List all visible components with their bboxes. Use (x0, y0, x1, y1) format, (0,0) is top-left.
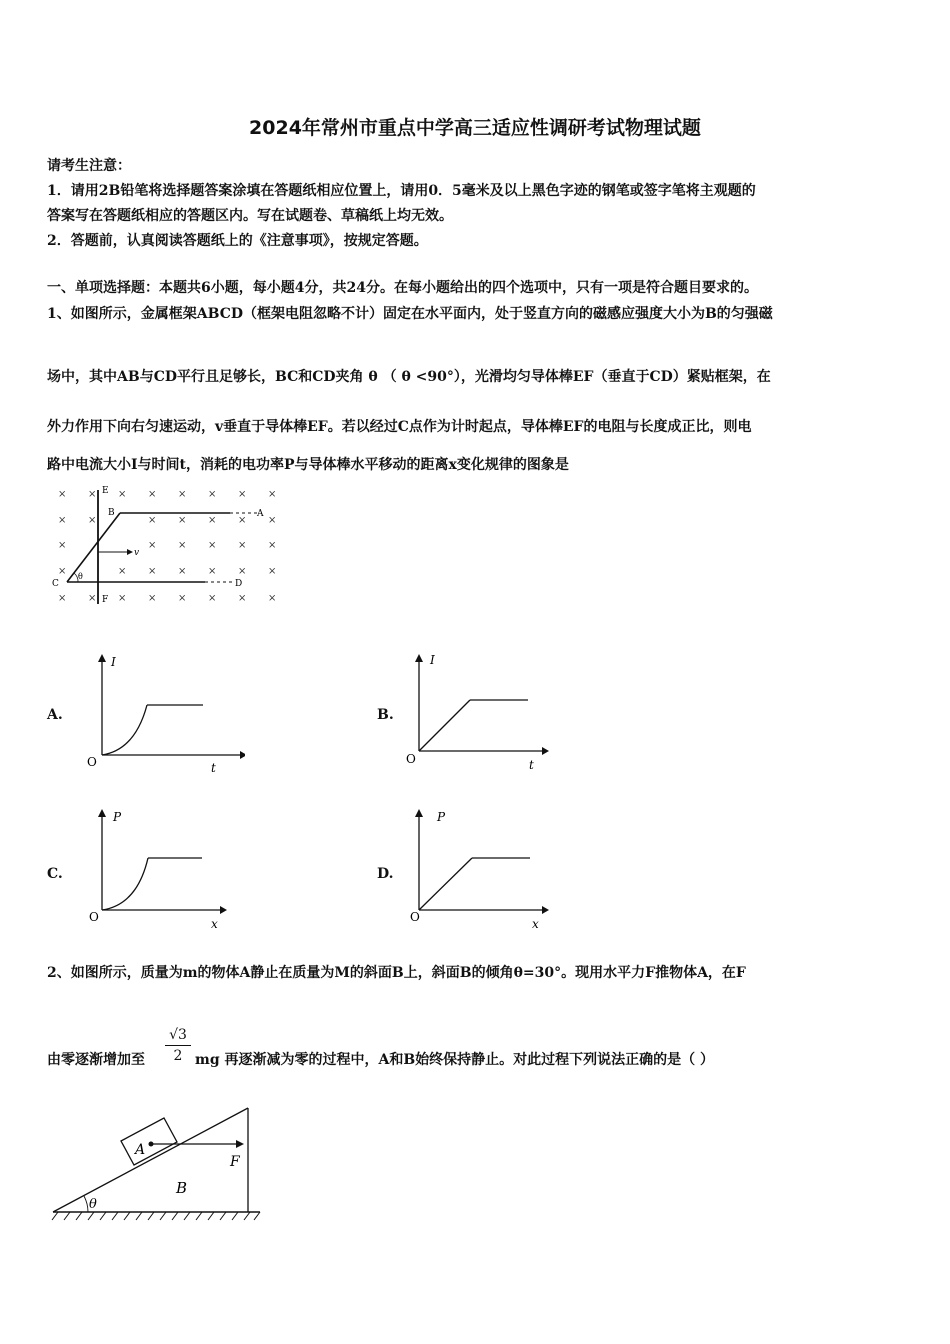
field-cross: × (238, 515, 247, 526)
field-cross: × (148, 593, 157, 604)
field-cross: × (58, 489, 67, 500)
field-cross: × (58, 515, 67, 526)
x-axis-arrow (542, 906, 549, 914)
field-cross: × (178, 515, 187, 526)
label-v: v (134, 548, 140, 558)
label-d: D (235, 579, 243, 589)
x-label: x (211, 917, 218, 931)
option-a-graph[interactable] (85, 650, 245, 780)
y-axis-arrow (98, 654, 106, 662)
y-label: P (437, 810, 446, 824)
field-cross: × (118, 566, 127, 577)
fraction-denominator: 2 (173, 1048, 183, 1064)
y-axis-arrow (98, 809, 106, 817)
angle-arc (84, 1196, 88, 1212)
q1-line1: 1、如图所示，金属框架ABCD（框架电阻忽略不计）固定在水平面内，处于竖直方向的磁感应强度大小为B的匀强磁 (47, 306, 773, 322)
x-label: x (532, 917, 539, 931)
field-cross: × (148, 489, 157, 500)
origin-label: O (89, 910, 99, 924)
notice-heading: 请考生注意： (47, 158, 131, 174)
q2-fraction (165, 1027, 191, 1064)
field-cross: × (208, 593, 217, 604)
field-cross: × (148, 515, 157, 526)
field-cross: × (118, 593, 127, 604)
block-a (121, 1118, 177, 1165)
label-c: C (52, 579, 59, 589)
y-axis-arrow (415, 809, 423, 817)
force-arrowhead (236, 1140, 244, 1148)
field-cross: × (178, 593, 187, 604)
fraction-numerator: √3 (165, 1027, 191, 1046)
label-theta: θ (78, 572, 83, 581)
q2-line1: 2、如图所示，质量为m的物体A静止在质量为M的斜面B上，斜面B的倾角θ=30°。现用水平力F推物体A，在F (47, 965, 746, 981)
field-cross: × (208, 515, 217, 526)
field-cross: × (268, 593, 277, 604)
option-d-letter[interactable]: D. (377, 866, 394, 882)
field-cross: × (238, 593, 247, 604)
field-cross: × (268, 515, 277, 526)
label-a: A (135, 1142, 146, 1158)
label-f: F (102, 595, 109, 605)
field-cross: × (268, 566, 277, 577)
field-cross: × (148, 540, 157, 551)
q2-line2-suffix: mg 再逐渐减为零的过程中，A和B始终保持静止。对此过程下列说法正确的是（ ） (195, 1052, 715, 1068)
notice-item1-line2: 答案写在答题纸相应的答题区内。写在试题卷、草稿纸上均无效。 (47, 208, 453, 224)
curve (102, 858, 148, 910)
q1-frame-figure (45, 482, 285, 607)
option-d-graph[interactable] (402, 805, 562, 935)
q2-line2-prefix: 由零逐渐增加至 (47, 1052, 145, 1068)
option-c-letter[interactable]: C. (47, 866, 63, 882)
origin-label: O (406, 752, 416, 766)
field-cross: × (238, 566, 247, 577)
option-b-graph[interactable] (402, 650, 562, 780)
x-label: t (529, 758, 534, 772)
field-cross: × (208, 566, 217, 577)
field-cross: × (58, 593, 67, 604)
option-c-graph[interactable] (85, 805, 245, 935)
x-axis-arrow (240, 751, 245, 759)
origin-label: O (87, 755, 97, 769)
origin-label: O (410, 910, 420, 924)
label-theta: θ (89, 1197, 97, 1212)
option-a-letter[interactable]: A. (47, 707, 63, 723)
notice-item2: 2．答题前，认真阅读答题纸上的《注意事项》，按规定答题。 (47, 233, 428, 249)
label-f: F (230, 1154, 240, 1170)
velocity-arrowhead (127, 549, 133, 555)
page-title: 2024年常州市重点中学高三适应性调研考试物理试题 (249, 117, 701, 139)
field-cross: × (118, 489, 127, 500)
curve (102, 705, 147, 755)
field-cross: × (178, 540, 187, 551)
notice-item1-line1: 1．请用2B铅笔将选择题答案涂填在答题纸相应位置上，请用0．5毫米及以上黑色字迹的钢笔或签字笔将主观题的 (47, 183, 756, 199)
field-cross: × (88, 593, 97, 604)
q1-line4: 路中电流大小I与时间t，消耗的电功率P与导体棒水平移动的距离x变化规律的图象是 (47, 457, 569, 473)
field-cross: × (208, 540, 217, 551)
ramp (419, 858, 472, 910)
ramp (419, 700, 470, 751)
field-cross: × (238, 540, 247, 551)
incline-surface (53, 1108, 248, 1212)
field-cross: × (238, 489, 247, 500)
field-cross: × (208, 489, 217, 500)
q2-incline-figure (48, 1100, 268, 1230)
field-cross: × (88, 515, 97, 526)
field-cross: × (178, 489, 187, 500)
label-a: A (257, 509, 264, 519)
label-b: B (108, 508, 115, 518)
section1-heading: 一、单项选择题：本题共6小题，每小题4分，共24分。在每小题给出的四个选项中，只有一项是符合题目要求的。 (47, 280, 758, 296)
y-axis-arrow (415, 654, 423, 662)
q1-line2: 场中，其中AB与CD平行且足够长，BC和CD夹角 θ （ θ <90°），光滑均匀导体棒EF（垂直于CD）紧贴框架，在 (47, 369, 771, 385)
option-b-letter[interactable]: B. (377, 707, 394, 723)
y-label: P (113, 810, 122, 824)
label-b: B (176, 1179, 188, 1197)
field-cross: × (58, 540, 67, 551)
q1-line3: 外力作用下向右匀速运动，v垂直于导体棒EF。若以经过C点作为计时起点，导体棒EF的电阻与长度成正比，则电 (47, 419, 752, 435)
field-cross: × (58, 566, 67, 577)
y-label: I (430, 653, 435, 667)
x-axis-arrow (220, 906, 227, 914)
magnetic-field-crosses (58, 489, 276, 604)
x-axis-arrow (542, 747, 549, 755)
field-cross: × (88, 489, 97, 500)
ground-hatching (52, 1212, 260, 1220)
x-label: t (211, 761, 216, 775)
field-cross: × (268, 489, 277, 500)
y-label: I (111, 655, 116, 669)
label-e: E (102, 486, 109, 496)
field-cross: × (148, 566, 157, 577)
field-cross: × (178, 566, 187, 577)
field-cross: × (268, 540, 277, 551)
